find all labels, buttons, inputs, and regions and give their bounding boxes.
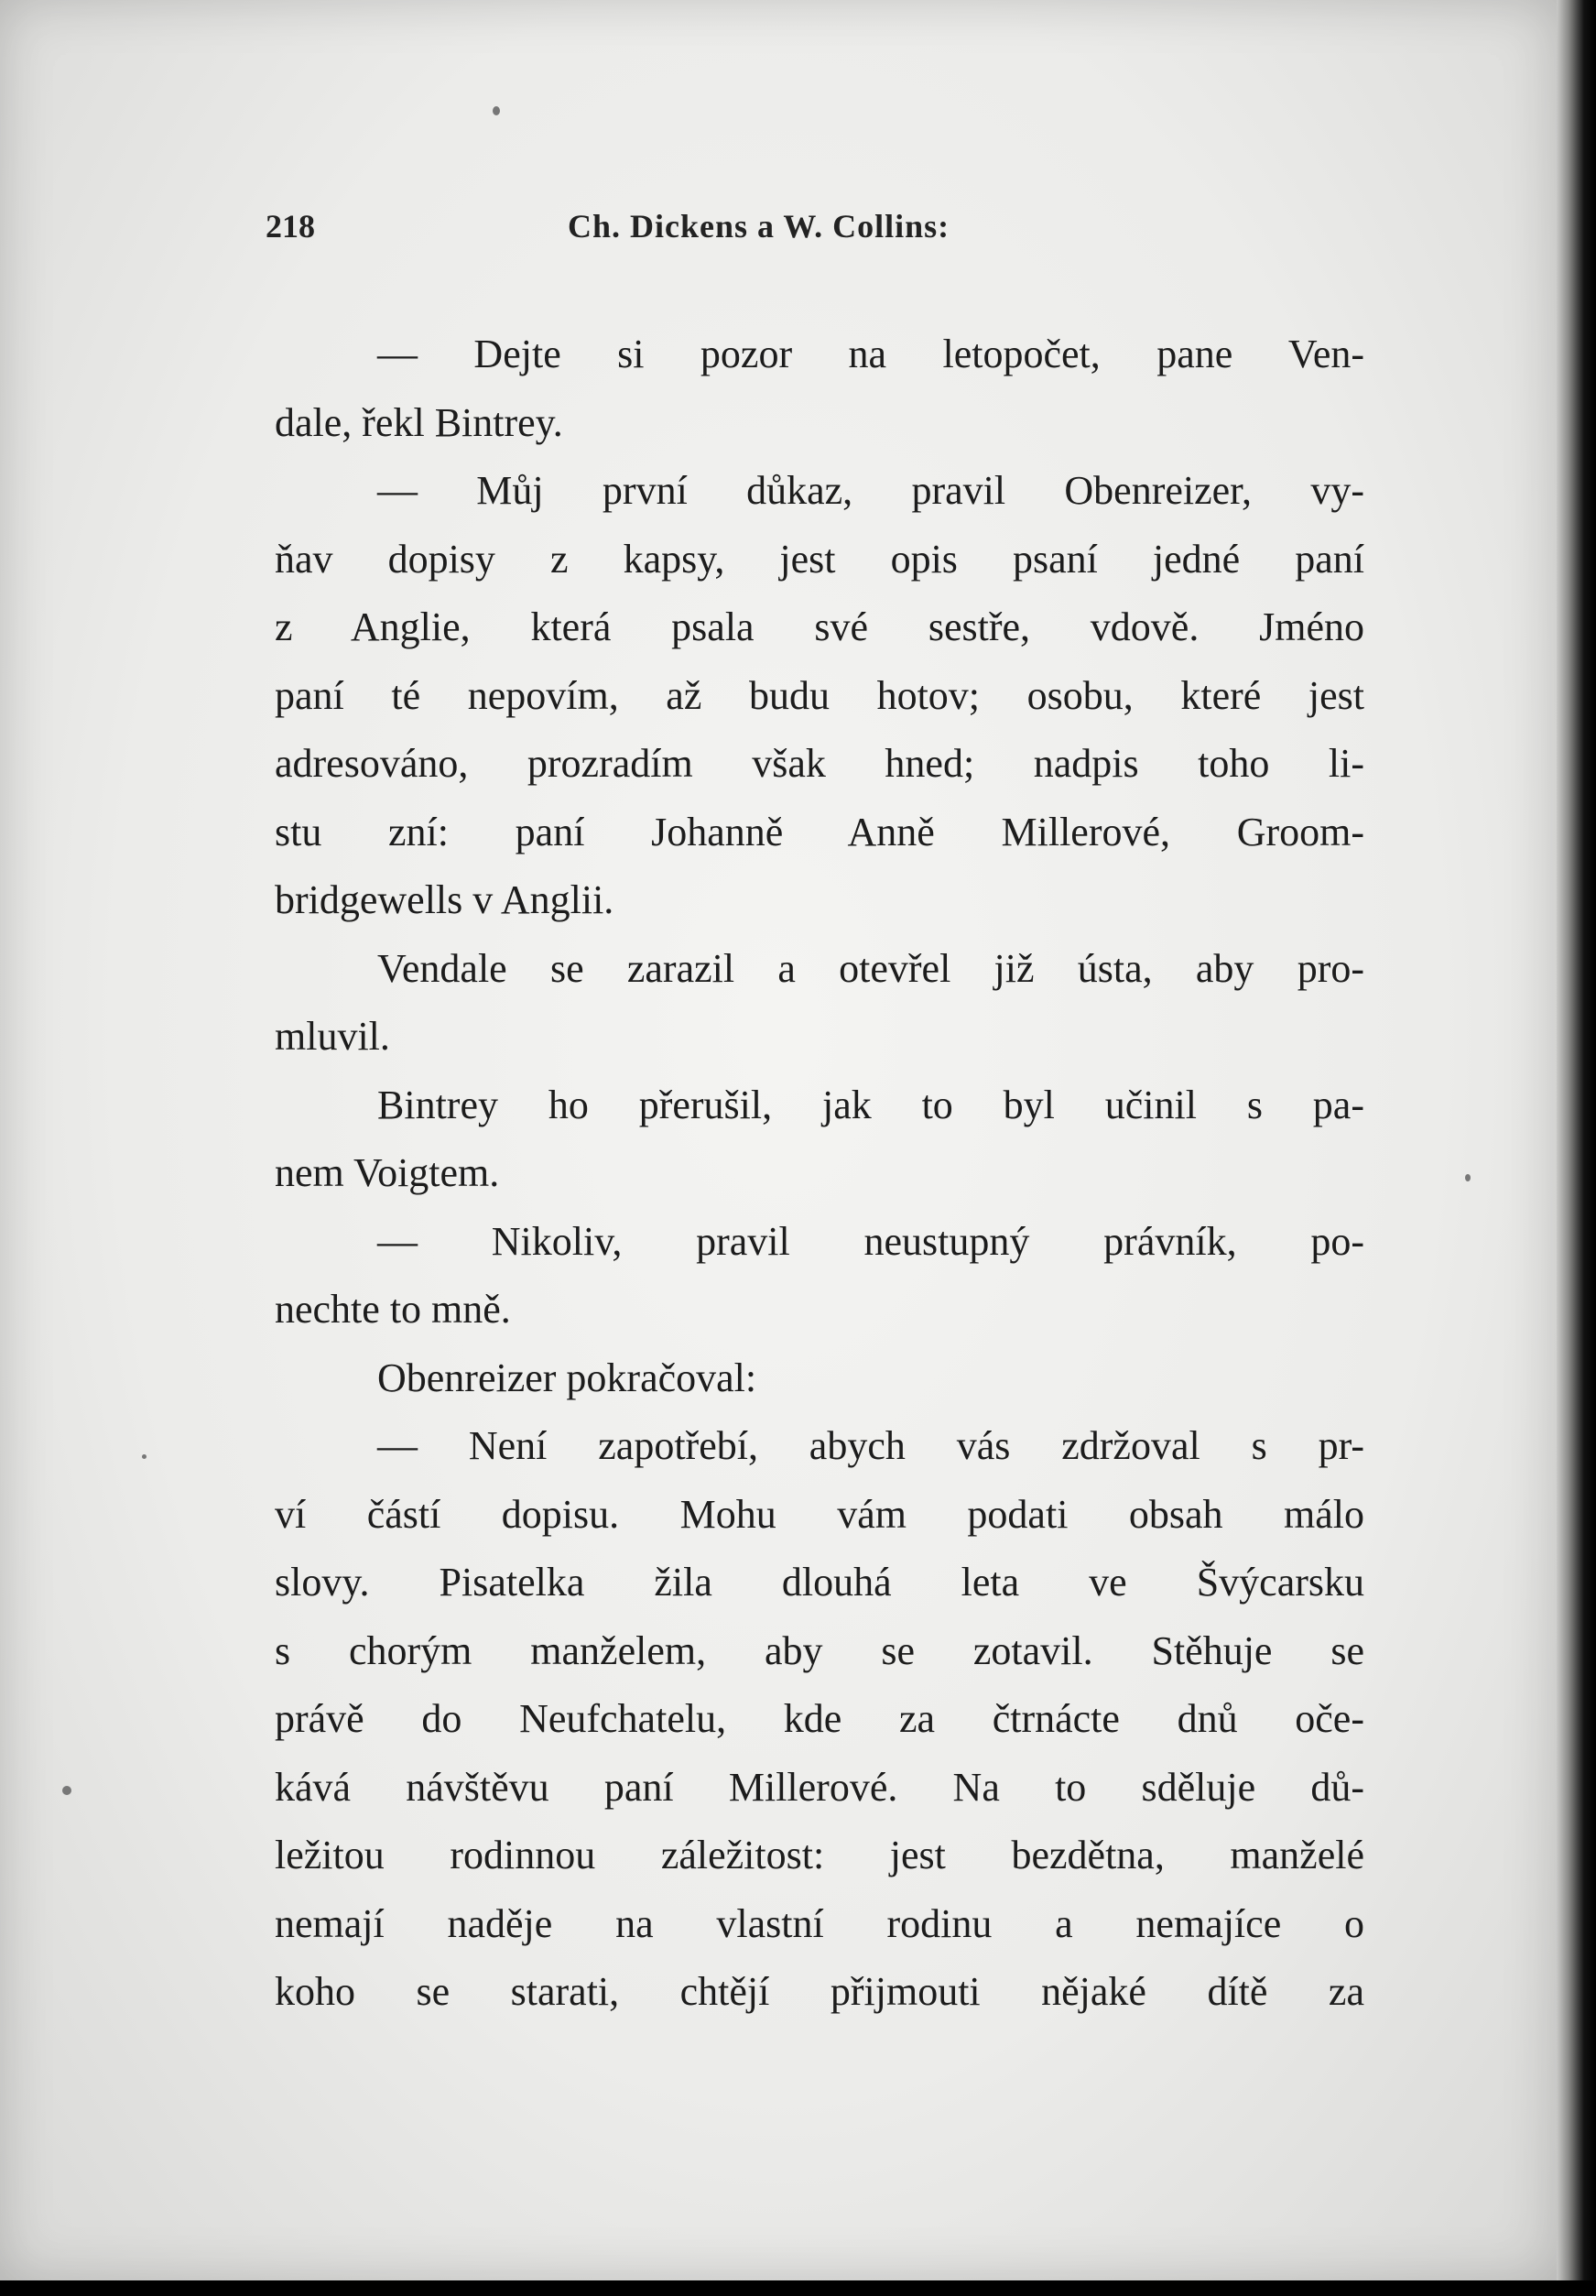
paper-speck	[62, 1786, 71, 1795]
text-line: Vendale se zarazil a otevřel již ústa, aby pro-	[377, 945, 1364, 991]
text-line: adresováno, prozradím však hned; nadpis toho li-	[275, 741, 1364, 786]
text-line: dale, řekl Bintrey.	[275, 399, 563, 445]
text-line: — Můj první důkaz, pravil Obenreizer, vy-	[377, 468, 1364, 513]
text-line: nem Voigtem.	[275, 1150, 500, 1195]
text-line: bridgewells v Anglii.	[275, 877, 614, 922]
text-line: Obenreizer pokračoval:	[377, 1355, 757, 1400]
page-header	[266, 207, 1346, 262]
text-line: — Není zapotřebí, abych vás zdržoval s pr-	[377, 1423, 1364, 1468]
text-line: nechte to mně.	[275, 1287, 511, 1332]
body-text	[275, 321, 1364, 2027]
page-edge-shadow	[1557, 0, 1596, 2296]
text-line: kává návštěvu paní Millerové. Na to sděluje dů-	[275, 1764, 1364, 1810]
text-line: paní té nepovím, až budu hotov; osobu, které jest	[275, 672, 1364, 718]
text-line: — Nikoliv, pravil neustupný právník, po-	[377, 1218, 1364, 1264]
text-line: nemají naděje na vlastní rodinu a nemajíce o	[275, 1900, 1364, 1946]
text-line: slovy. Pisatelka žila dlouhá leta ve Švýcarsku	[275, 1560, 1364, 1605]
text-line: ňav dopisy z kapsy, jest opis psaní jedné paní	[275, 536, 1364, 582]
paper-speck	[142, 1454, 147, 1459]
text-line: s chorým manželem, aby se zotavil. Stěhuje se	[275, 1627, 1364, 1673]
text-line: koho se starati, chtějí přijmouti nějaké dítě za	[275, 1969, 1364, 2014]
text-line: Bintrey ho přerušil, jak to byl učinil s pa-	[377, 1082, 1364, 1127]
scan-border	[0, 2280, 1596, 2296]
text-line: ležitou rodinnou záležitost: jest bezdětna, manželé	[275, 1833, 1364, 1877]
text-line: stu zní: paní Johanně Anně Millerové, Groom-	[275, 809, 1364, 854]
text-line: právě do Neufchatelu, kde za čtrnácte dnů oče-	[275, 1696, 1364, 1741]
paper-speck	[493, 106, 500, 115]
running-title: Ch. Dickens a W. Collins:	[568, 208, 950, 245]
paper-speck	[1465, 1174, 1471, 1181]
text-line: z Anglie, která psala své sestře, vdově. Jméno	[275, 604, 1364, 649]
text-line: mluvil.	[275, 1014, 390, 1059]
text-line: — Dejte si pozor na letopočet, pane Ven-	[377, 332, 1364, 376]
page-number: 218	[266, 208, 315, 245]
text-line: ví částí dopisu. Mohu vám podati obsah málo	[275, 1491, 1364, 1537]
